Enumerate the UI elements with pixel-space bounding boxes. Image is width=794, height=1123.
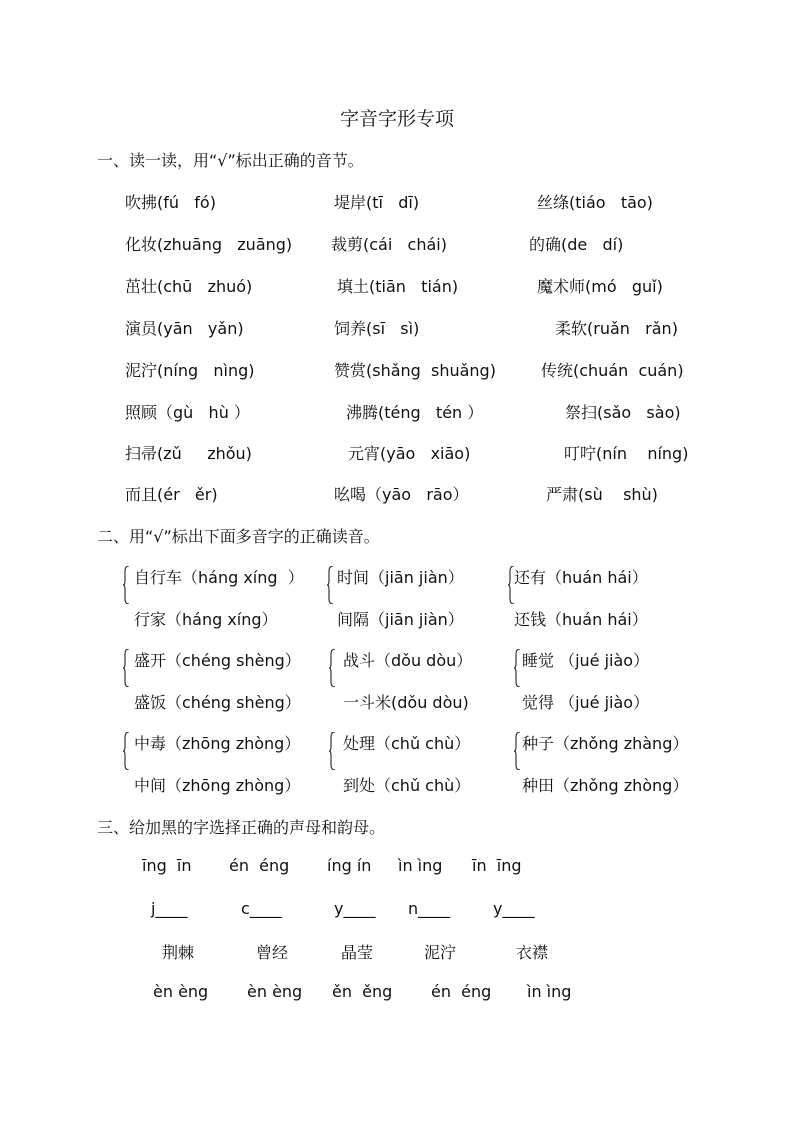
pinyin-choice-item[interactable]: 柔软(ruǎn rǎn) xyxy=(555,319,678,338)
pinyin-choice-item[interactable]: 的确(de dí) xyxy=(529,235,624,254)
polyphone-item[interactable]: 盛饭（chéng shèng） xyxy=(134,693,301,712)
polyphone-item[interactable]: 还钱（huán hái） xyxy=(514,610,648,629)
pinyin-choice-item[interactable]: 传统(chuán cuán) xyxy=(541,361,684,380)
option-pair[interactable]: īn īng xyxy=(472,856,522,875)
pinyin-choice-item[interactable]: 填土(tiān tián) xyxy=(337,277,459,296)
brace-icon xyxy=(329,649,335,687)
brace-icon xyxy=(123,566,129,604)
option-pair[interactable]: īng īn xyxy=(142,856,192,875)
pinyin-choice-item[interactable]: 魔术师(mó guǐ) xyxy=(537,277,663,296)
option-pair[interactable]: èn èng xyxy=(247,982,303,1001)
blank-field[interactable]: y____ xyxy=(493,899,535,918)
pinyin-choice-item[interactable]: 而且(ér ěr) xyxy=(125,485,218,504)
pinyin-choice-item[interactable]: 演员(yān yǎn) xyxy=(125,319,244,338)
polyphone-item[interactable]: 行家（háng xíng） xyxy=(134,610,278,629)
pinyin-choice-item[interactable]: 饲养(sī sì) xyxy=(334,319,420,338)
pinyin-choice-item[interactable]: 茁壮(chū zhuó) xyxy=(125,277,253,296)
pinyin-choice-item[interactable]: 化妆(zhuāng zuāng) xyxy=(125,235,293,254)
page-title: 字音字形专项 xyxy=(339,108,454,130)
polyphone-item[interactable]: 睡觉 （jué jiào） xyxy=(522,651,650,670)
polyphone-item[interactable]: 处理（chǔ chù） xyxy=(343,734,471,753)
option-pair[interactable]: én éng xyxy=(229,856,290,875)
pinyin-choice-item[interactable]: 裁剪(cái chái) xyxy=(331,235,447,254)
section-3-heading: 三、给加黑的字选择正确的声母和韵母。 xyxy=(97,818,386,837)
blank-field[interactable]: n____ xyxy=(408,899,451,918)
brace-icon xyxy=(123,649,129,687)
polyphone-item[interactable]: 种子（zhǒng zhàng） xyxy=(522,734,689,753)
polyphone-item[interactable]: 种田（zhǒng zhòng） xyxy=(522,776,689,795)
brace-icon xyxy=(514,732,520,770)
brace-icon xyxy=(514,649,520,687)
section-1-heading: 一、读一读，用“√”标出正确的音节。 xyxy=(97,151,364,170)
pinyin-choice-item[interactable]: 祭扫(sǎo sào) xyxy=(565,403,681,422)
polyphone-item[interactable]: 到处（chǔ chù） xyxy=(343,776,471,795)
polyphone-item[interactable]: 自行车（háng xíng ） xyxy=(134,568,304,587)
option-pair[interactable]: íng ín xyxy=(327,856,372,875)
pinyin-choice-item[interactable]: 丝绦(tiáo tāo) xyxy=(537,193,653,212)
word: 曾经 xyxy=(256,943,289,962)
polyphone-item[interactable]: 还有（huán hái） xyxy=(514,568,648,587)
word: 泥泞 xyxy=(424,943,457,962)
brace-icon xyxy=(327,566,333,604)
pinyin-choice-item[interactable]: 堤岸(tī dī) xyxy=(334,193,420,212)
polyphone-item[interactable]: 觉得 （jué jiào） xyxy=(522,693,650,712)
pinyin-choice-item[interactable]: 赞赏(shǎng shuǎng) xyxy=(334,361,496,380)
word: 荆棘 xyxy=(162,943,195,962)
option-pair[interactable]: èn èng xyxy=(153,982,209,1001)
option-pair[interactable]: ěn ěng xyxy=(332,982,393,1001)
pinyin-choice-item[interactable]: 扫帚(zǔ zhǒu) xyxy=(125,444,252,463)
option-pair[interactable]: ìn ìng xyxy=(398,856,443,875)
polyphone-item[interactable]: 时间（jiān jiàn） xyxy=(337,568,464,587)
pinyin-choice-item[interactable]: 吹拂(fú fó) xyxy=(125,193,216,212)
polyphone-item[interactable]: 间隔（jiān jiàn） xyxy=(337,610,464,629)
brace-icon xyxy=(329,732,335,770)
brace-icon xyxy=(123,732,129,770)
pinyin-choice-item[interactable]: 泥泞(níng nìng) xyxy=(125,361,255,380)
pinyin-choice-item[interactable]: 沸腾(téng tén ） xyxy=(346,403,484,422)
pinyin-choice-item[interactable]: 严肃(sù shù) xyxy=(546,485,658,504)
polyphone-item[interactable]: 盛开（chéng shèng） xyxy=(134,651,301,670)
blank-field[interactable]: y____ xyxy=(334,899,376,918)
pinyin-choice-item[interactable]: 吆喝（yāo rāo） xyxy=(334,485,469,504)
polyphone-item[interactable]: 中间（zhōng zhòng） xyxy=(134,776,301,795)
pinyin-choice-item[interactable]: 照顾（gù hù ） xyxy=(125,403,250,422)
pinyin-choice-item[interactable]: 元宵(yāo xiāo) xyxy=(348,444,471,463)
option-pair[interactable]: én éng xyxy=(431,982,492,1001)
polyphone-item[interactable]: 一斗米(dǒu dòu) xyxy=(343,693,469,712)
section-2-heading: 二、用“√”标出下面多音字的正确读音。 xyxy=(97,527,380,546)
option-pair[interactable]: ìn ìng xyxy=(527,982,572,1001)
polyphone-item[interactable]: 中毒（zhōng zhòng） xyxy=(134,734,301,753)
polyphone-item[interactable]: 战斗（dǒu dòu） xyxy=(343,651,473,670)
blank-field[interactable]: c____ xyxy=(241,899,282,918)
pinyin-choice-item[interactable]: 叮咛(nín níng) xyxy=(564,444,689,463)
word: 衣襟 xyxy=(516,943,549,962)
blank-field[interactable]: j____ xyxy=(151,899,188,918)
word: 晶莹 xyxy=(341,943,374,962)
